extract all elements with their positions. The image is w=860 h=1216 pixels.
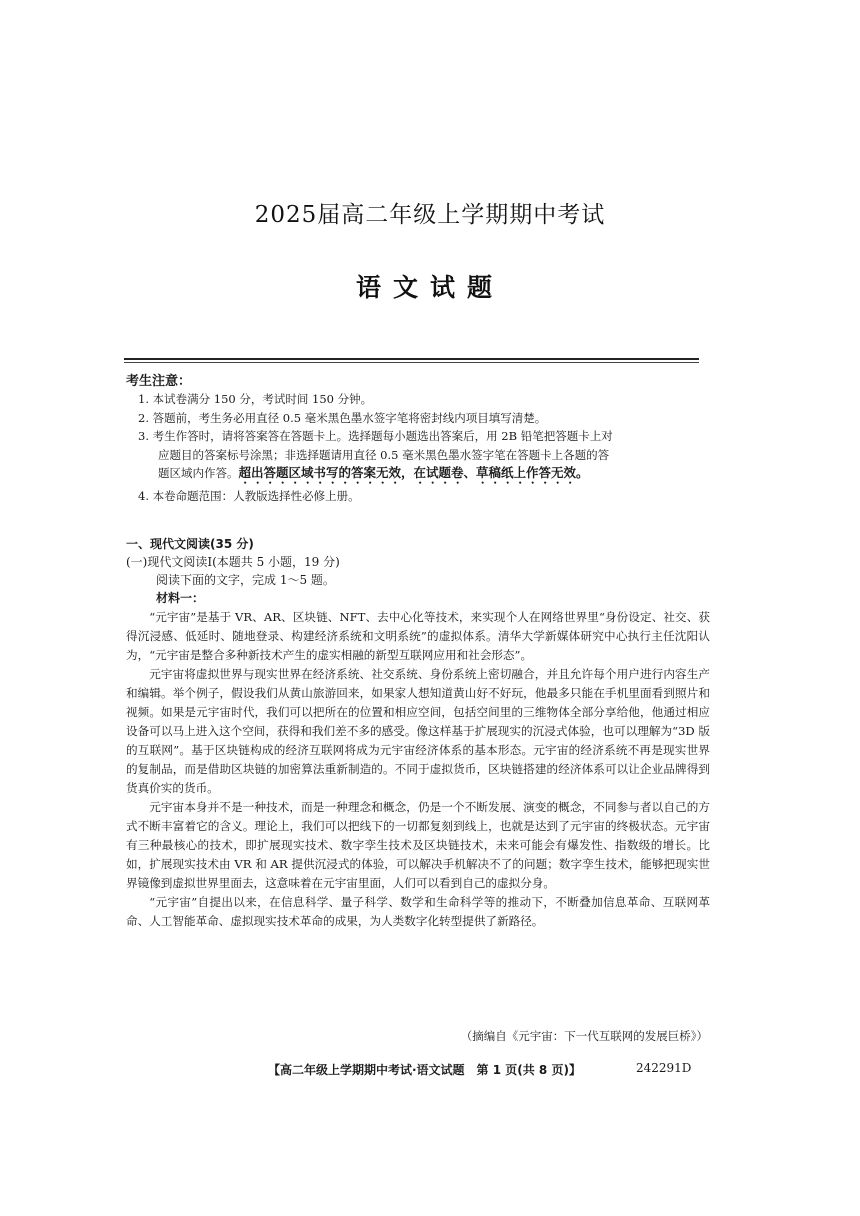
notice-item-line: 应题目的答案标号涂黑；非选择题请用直径 0.5 毫米黑色墨水签字笔在答题卡上各题的答 <box>158 447 610 462</box>
paragraph: 元宇宙将虚拟世界与现实世界在经济系统、社交系统、身份系统上密切融合，并且允许每个用户进行内容生产和编辑。举个例子，假设我们从黄山旅游回来，如果家人想知道黄山好不好玩，他最多只能在手机里面看到照片和视频。如果是元宇宙时代，我们可以把所在的位置和相应空间，包括空间里的三维物体全部分享给他，他通过相应设备可以马上进入这个空间，获得和我们差不多的感受。像这样基于扩展现实的沉浸式体验，也可以理解为“3D 版的互联网”。基于区块链构成的经济互联网将成为元宇宙经济体系的基本形态。元宇宙的经济系统不再是现实世界的复制品，而是借助区块链的加密算法重新制造的。不同于虚拟货币，区块链搭建的经济体系可以让企业品牌得到货真价实的货币。 <box>126 667 710 795</box>
source-citation: （摘编自《元宇宙：下一代互联网的发展巨桥》） <box>460 1029 708 1043</box>
paragraph: “元宇宙”是基于 VR、AR、区块链、NFT、去中心化等技术，来实现个人在网络世界里“身份设定、社交、获得沉浸感、低延时、随地登录、构建经济系统和文明系统”的虚拟体系。清华大学新媒体研究中心执行主任沈阳认为，“元宇宙是整合多种新技术产生的虚实相融的新型互联网应用和社会形态”。 <box>126 610 710 662</box>
notice-item-text: 题区域内作答。 <box>158 466 239 480</box>
notice-list <box>138 390 708 506</box>
section-heading: 一、现代文阅读(35 分) <box>126 537 254 551</box>
exam-title: 2025届高二年级上学期期中考试 <box>254 202 606 228</box>
notice-heading: 考生注意： <box>126 374 192 389</box>
paragraph: “元宇宙”自提出以来，在信息科学、量子科学、数学和生命科学等的推动下，不断叠加信息革命、互联网革命、人工智能革命、虚拟现实技术革命的成果，为人类数字化转型提供了新路径。 <box>126 895 710 928</box>
notice-item: 1. 本试卷满分 150 分，考试时间 150 分钟。 <box>138 392 373 406</box>
paragraph: 元宇宙本身并不是一种技术，而是一种理念和概念，仍是一个不断发展、演变的概念，不同参与者以自己的方式不断丰富着它的含义。理论上，我们可以把线下的一切都复刻到线上，也就是达到了元宇宙的终极状态。元宇宙有三种最核心的技术，即扩展现实技术、数字孪生技术及区块链技术，未来可能会有爆发性、指数级的增长。比如，扩展现实技术由 VR 和 AR 提供沉浸式的体验，可以解决手机解决不了的问题；数字孪生技术，能够把现实世界镜像到虚拟世界里面去，这意味着在元宇宙里面，人们可以看到自己的虚拟分身。 <box>126 800 710 890</box>
page-footer: 【高二年级上学期期中考试·语文试题 第 1 页(共 8 页)】 <box>268 1063 581 1077</box>
header-rule-thin <box>124 362 699 363</box>
material-label: 材料一： <box>156 591 205 605</box>
material-body <box>126 608 710 931</box>
paper-code: 242291D <box>636 1061 692 1075</box>
notice-item-line: 3. 考生作答时，请将答案答在答题卡上。选择题每小题选出答案后，用 2B 铅笔把答题卡上对 <box>138 429 613 443</box>
notice-item: 2. 答题前，考生务必用直径 0.5 毫米黑色墨水签字笔将密封线内项目填写清楚。 <box>138 410 547 425</box>
notice-item-line <box>138 464 708 487</box>
notice-item <box>138 427 708 487</box>
exam-subtitle: 语文试题 <box>355 273 504 302</box>
section-subheading: (一)现代文阅读Ⅰ(本题共 5 小题，19 分) <box>126 555 340 569</box>
reading-instruction: 阅读下面的文字，完成 1～5 题。 <box>156 573 335 587</box>
notice-warning-text: 超出答题区域书写的答案无效，在试题卷、草稿纸上作答无效。 <box>238 465 589 480</box>
header-rule <box>124 358 699 360</box>
notice-item: 4. 本卷命题范围：人教版选择性必修上册。 <box>138 489 360 503</box>
